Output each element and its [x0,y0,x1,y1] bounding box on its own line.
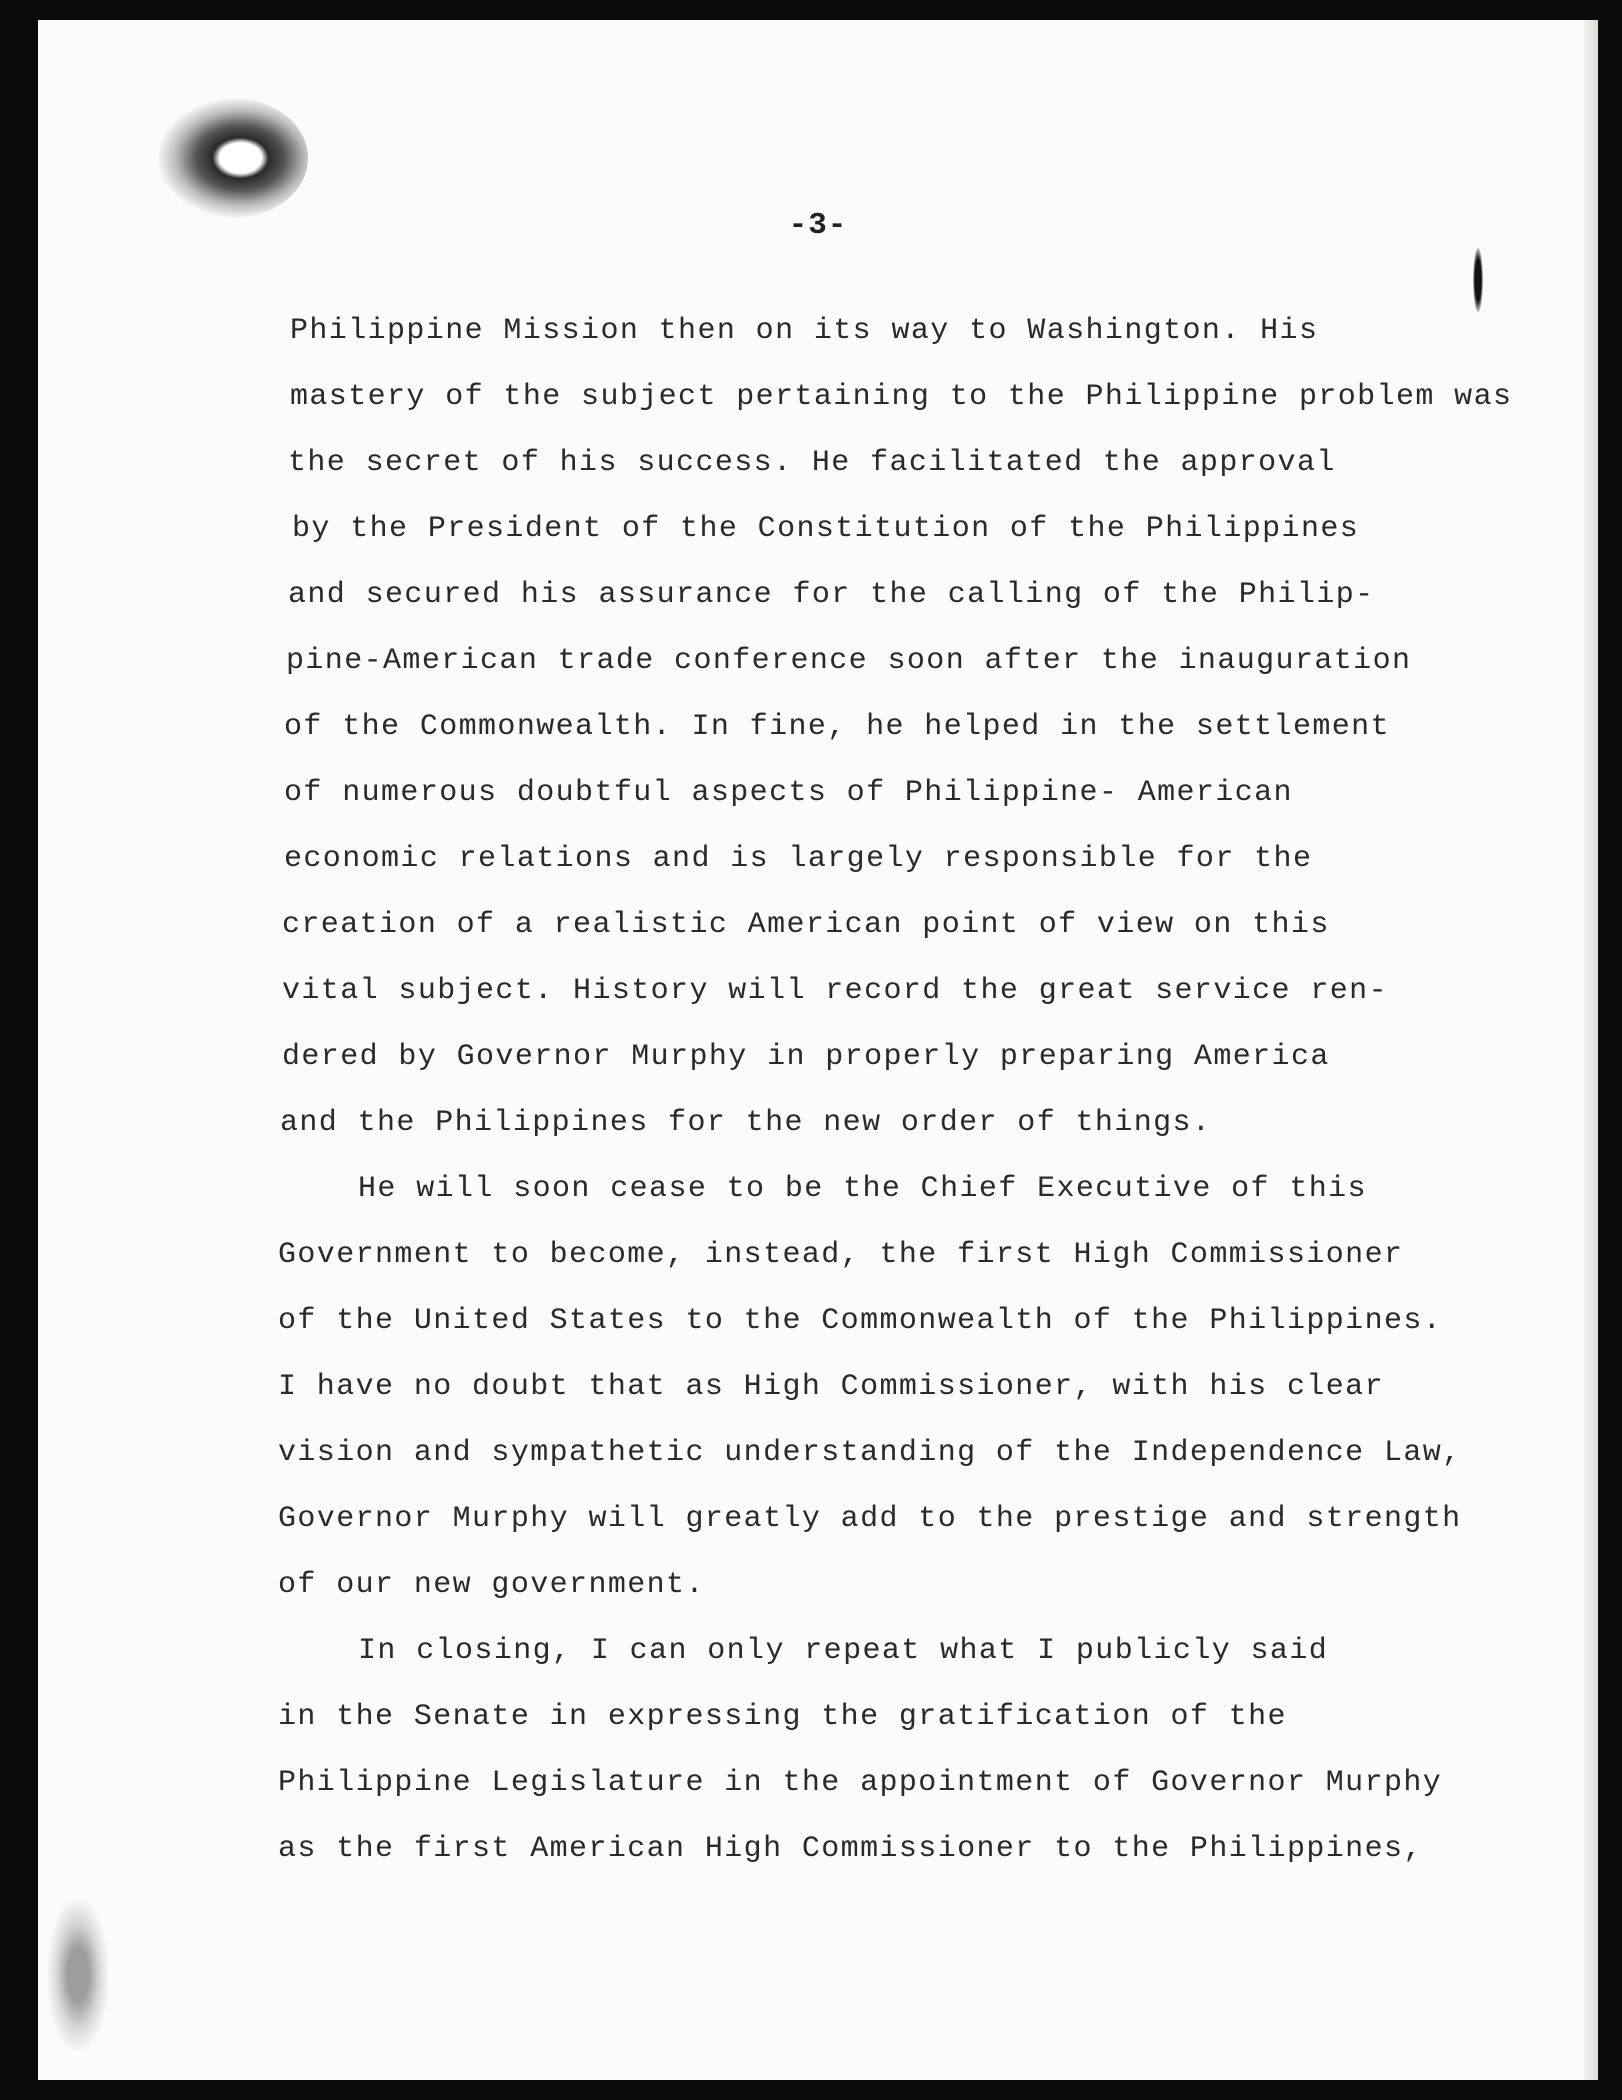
text-line: of the United States to the Commonwealth of the Philippines. [278,1304,1443,1338]
text-line: of numerous doubtful aspects of Philippine- American [284,776,1293,810]
text-line: vision and sympathetic understanding of the Independence Law, [278,1436,1462,1470]
text-line: He will soon cease to be the Chief Executive of this [358,1172,1367,1206]
text-line: vital subject. History will record the great service ren- [282,974,1388,1008]
text-line: I have no doubt that as High Commissioner, with his clear [278,1370,1384,1404]
document-page [38,20,1598,2080]
text-line: dered by Governor Murphy in properly preparing America [282,1040,1330,1074]
smudge [48,1900,108,2050]
text-line: by the President of the Constitution of the Philippines [292,512,1360,546]
text-line: Government to become, instead, the first High Commissioner [278,1238,1404,1272]
text-line: and secured his assurance for the calling of the Philip- [288,578,1375,612]
text-line: in the Senate in expressing the gratification of the [278,1700,1287,1734]
text-line: creation of a realistic American point of view on this [282,908,1330,942]
text-line: In closing, I can only repeat what I publicly said [358,1634,1329,1668]
typed-text [278,298,1578,1882]
text-line: of our new government. [278,1568,705,1602]
ink-blot [158,98,308,218]
text-line: the secret of his success. He facilitated the approval [288,446,1336,480]
text-line: economic relations and is largely responsible for the [284,842,1313,876]
page-edge [1584,20,1598,2080]
text-line: pine-American trade conference soon after the inauguration [286,644,1412,678]
text-line: Philippine Legislature in the appointment of Governor Murphy [278,1766,1443,1800]
text-line: of the Commonwealth. In fine, he helped in the settlement [284,710,1390,744]
text-line: Governor Murphy will greatly add to the prestige and strength [278,1502,1462,1536]
text-line: Philippine Mission then on its way to Washington. His [290,314,1319,348]
text-line: and the Philippines for the new order of things. [280,1106,1212,1140]
text-line: mastery of the subject pertaining to the Philippine problem was [290,380,1513,414]
page-number: -3- [788,208,848,243]
text-line: as the first American High Commissioner to the Philippines, [278,1832,1423,1866]
